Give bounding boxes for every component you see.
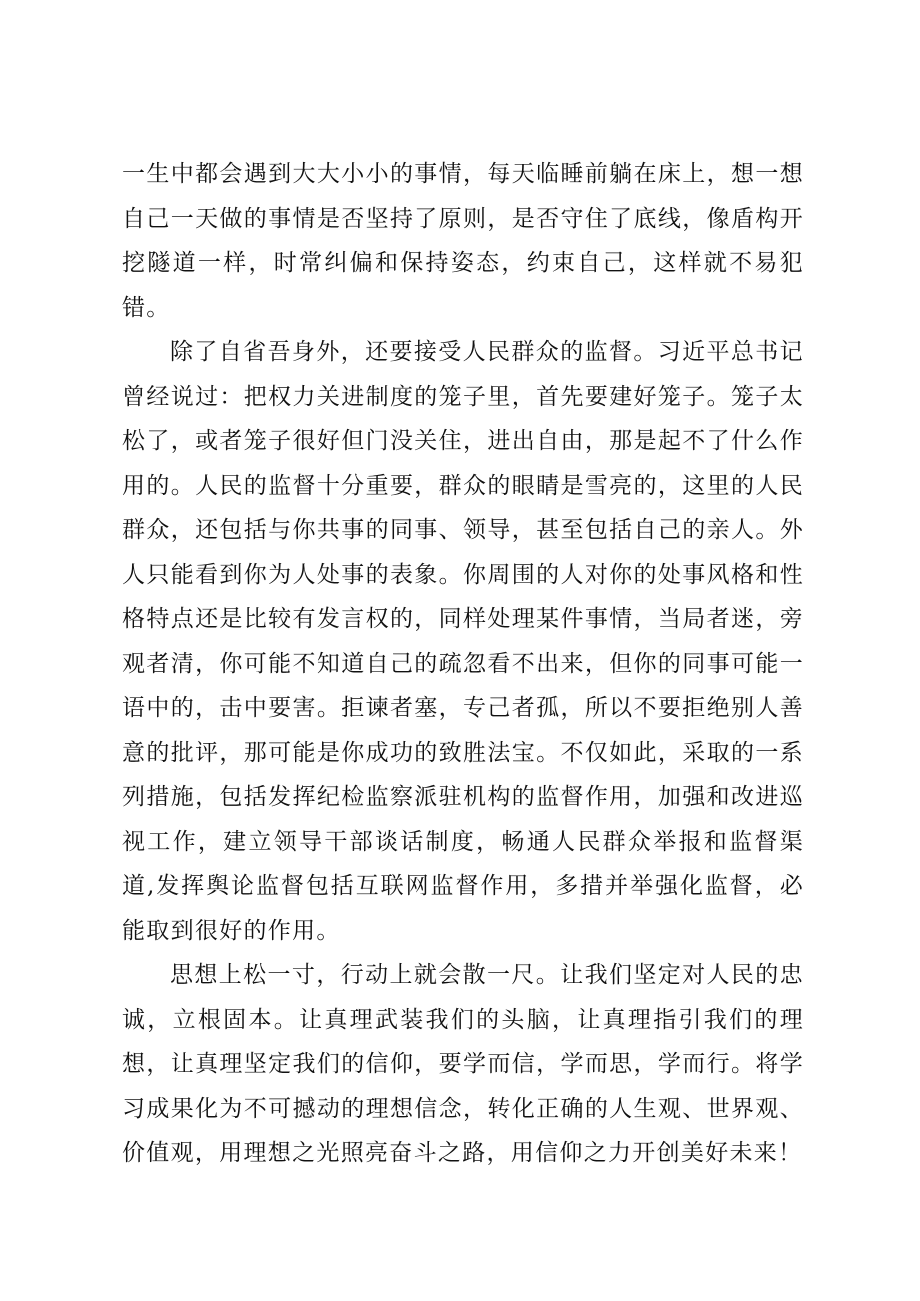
paragraph-continuation: 一生中都会遇到大大小小的事情，每天临睡前躺在床上，想一想自己一天做的事情是否坚持了原则，是否守住了底线，像盾构开挖隧道一样，时常纠偏和保持姿态，约束自己，这样就不易犯错。: [122, 161, 804, 321]
document-body: [122, 152, 804, 1176]
paragraph-supervision: 除了自省吾身外，还要接受人民群众的监督。习近平总书记曾经说过：把权力关进制度的笼子里，首先要建好笼子。笼子太松了，或者笼子很好但门没关住，进出自由，那是起不了什么作用的。人民的监督十分重要，群众的眼睛是雪亮的，这里的人民群众，还包括与你共事的同事、领导，甚至包括自己的亲人。外人只能看到你为人处事的表象。你周围的人对你的处事风格和性格特点还是比较有发言权的，同样处理某件事情，当局者迷，旁观者清，你可能不知道自己的疏忽看不出来，但你的同事可能一语中的，击中要害。拒谏者塞，专己者孤，所以不要拒绝别人善意的批评，那可能是你成功的致胜法宝。不仅如此，采取的一系列措施，包括发挥纪检监察派驻机构的监督作用，加强和改进巡视工作，建立领导干部谈话制度，畅通人民群众举报和监督渠道,发挥舆论监督包括互联网监督作用，多措并举强化监督，必能取到很好的作用。: [122, 339, 804, 944]
paragraph-conclusion: 思想上松一寸，行动上就会散一尺。让我们坚定对人民的忠诚，立根固本。让真理武装我们的头脑，让真理指引我们的理想，让真理坚定我们的信仰，要学而信，学而思，学而行。将学习成果化为不可撼动的理想信念，转化正确的人生观、世界观、价值观，用理想之光照亮奋斗之路，用信仰之力开创美好未来！: [122, 962, 804, 1166]
